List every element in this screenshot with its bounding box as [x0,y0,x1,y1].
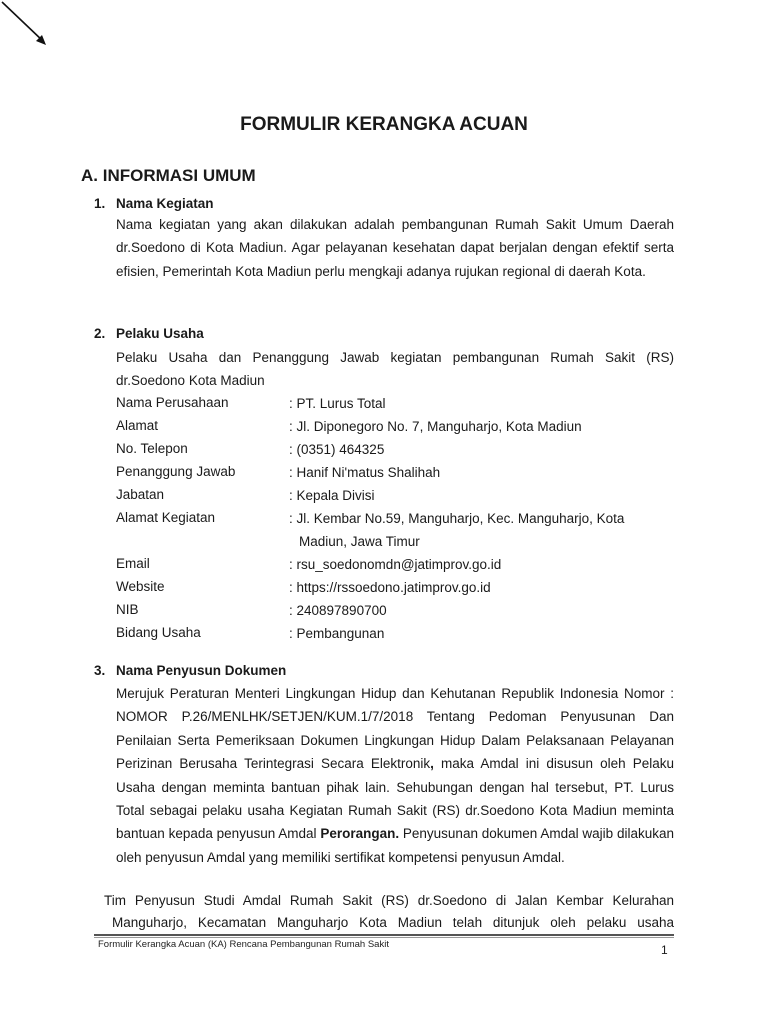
item-3-paragraph [116,682,674,869]
item-3-text-part: Merujuk Peraturan Menteri Lingkungan Hidup dan Kehutanan Republik Indonesia Nomor : NOMOR P.26/MENLHK/SETJEN/KUM.1/7/2018 Tentang Pedoman Penyusunan Dan Penilaian Serta Pemeriksaan Dokumen Lingkungan Hidup Dalam Pelaksanaan Pelayanan Perizinan Berusaha Terintegrasi Secara Elektronik [116,686,674,772]
item-3-number: 3. [94,663,106,678]
item-1-number: 1. [94,196,106,211]
field-label: Nama Perusahaan [116,395,229,410]
field-label: Alamat Kegiatan [116,510,216,525]
field-value: : (0351) 464325 [289,442,385,457]
item-3-title: Nama Penyusun Dokumen [116,663,287,678]
field-value: : Pembangunan [289,626,385,641]
field-value: : https://rssoedono.jatimprov.go.id [289,580,491,595]
field-label: Jabatan [116,487,165,502]
field-label: Penanggung Jawab [116,464,236,479]
footer-divider-thin [94,937,674,938]
item-1-paragraph: Nama kegiatan yang akan dilakukan adalah pembangunan Rumah Sakit Umum Daerah dr.Soedono di Kota Madiun. Agar pelayanan kesehatan dapat berjalan dengan efektif serta efisien, Pemerintah Kota Madiun perlu mengkaji adanya rujukan regional di daerah Kota. [116,217,674,279]
field-label: Alamat [116,418,159,433]
field-value-continued: Madiun, Jawa Timur [299,534,420,549]
field-label: Email [116,556,150,571]
field-label: Website [116,579,165,594]
item-3-text-part: Penyusunan dokumen Amdal wajib dilakukan oleh penyusun Amdal yang memiliki sertifikat kompetensi penyusun Amdal. [116,826,674,865]
field-label: NIB [116,602,139,617]
page-title: FORMULIR KERANGKA ACUAN [240,114,528,135]
item-3-bold-comma: , [430,756,434,772]
field-label: Bidang Usaha [116,625,201,640]
item-3-bold-word: Perorangan. [320,826,400,842]
footer-text: Formulir Kerangka Acuan (KA) Rencana Pembangunan Rumah Sakit [98,939,389,950]
field-value: : Hanif Ni'matus Shalihah [289,465,441,480]
item-3-text-part: maka Amdal ini disusun oleh Pelaku Usaha dengan meminta bantuan pihak lain. Sehubungan dengan hal tersebut, PT. Lurus Total sebagai pelaku usaha Kegiatan Rumah Sakit (RS) dr.Soedono Kota Madiun meminta bantuan kepada penyusun Amdal [116,756,674,842]
item-2-paragraph: Pelaku Usaha dan Penanggung Jawab kegiatan pembangunan Rumah Sakit (RS) dr.Soedono Kota Madiun [116,350,674,389]
field-label: No. Telepon [116,441,188,456]
field-value: : 240897890700 [289,603,387,618]
item-3-paragraph-2-line-1: Tim Penyusun Studi Amdal Rumah Sakit (RS) dr.Soedono di Jalan Kembar Kelurahan [104,893,674,908]
item-3-paragraph-2-line-2: Manguharjo, Kecamatan Manguharjo Kota Madiun telah ditunjuk oleh pelaku usaha [112,915,674,930]
field-value: : Jl. Kembar No.59, Manguharjo, Kec. Manguharjo, Kota [289,511,625,526]
item-2-number: 2. [94,326,106,341]
field-value: : Kepala Divisi [289,488,375,503]
item-2-title: Pelaku Usaha [116,326,204,341]
field-value: : rsu_soedonomdn@jatimprov.go.id [289,557,502,572]
section-heading-a: A. INFORMASI UMUM [81,166,256,185]
item-1-title: Nama Kegiatan [116,196,214,211]
field-value: : Jl. Diponegoro No. 7, Manguharjo, Kota Madiun [289,419,582,434]
corner-arrow-icon [0,0,52,52]
page-number: 1 [661,943,668,957]
footer-divider [94,934,674,936]
field-value: : PT. Lurus Total [289,396,386,411]
